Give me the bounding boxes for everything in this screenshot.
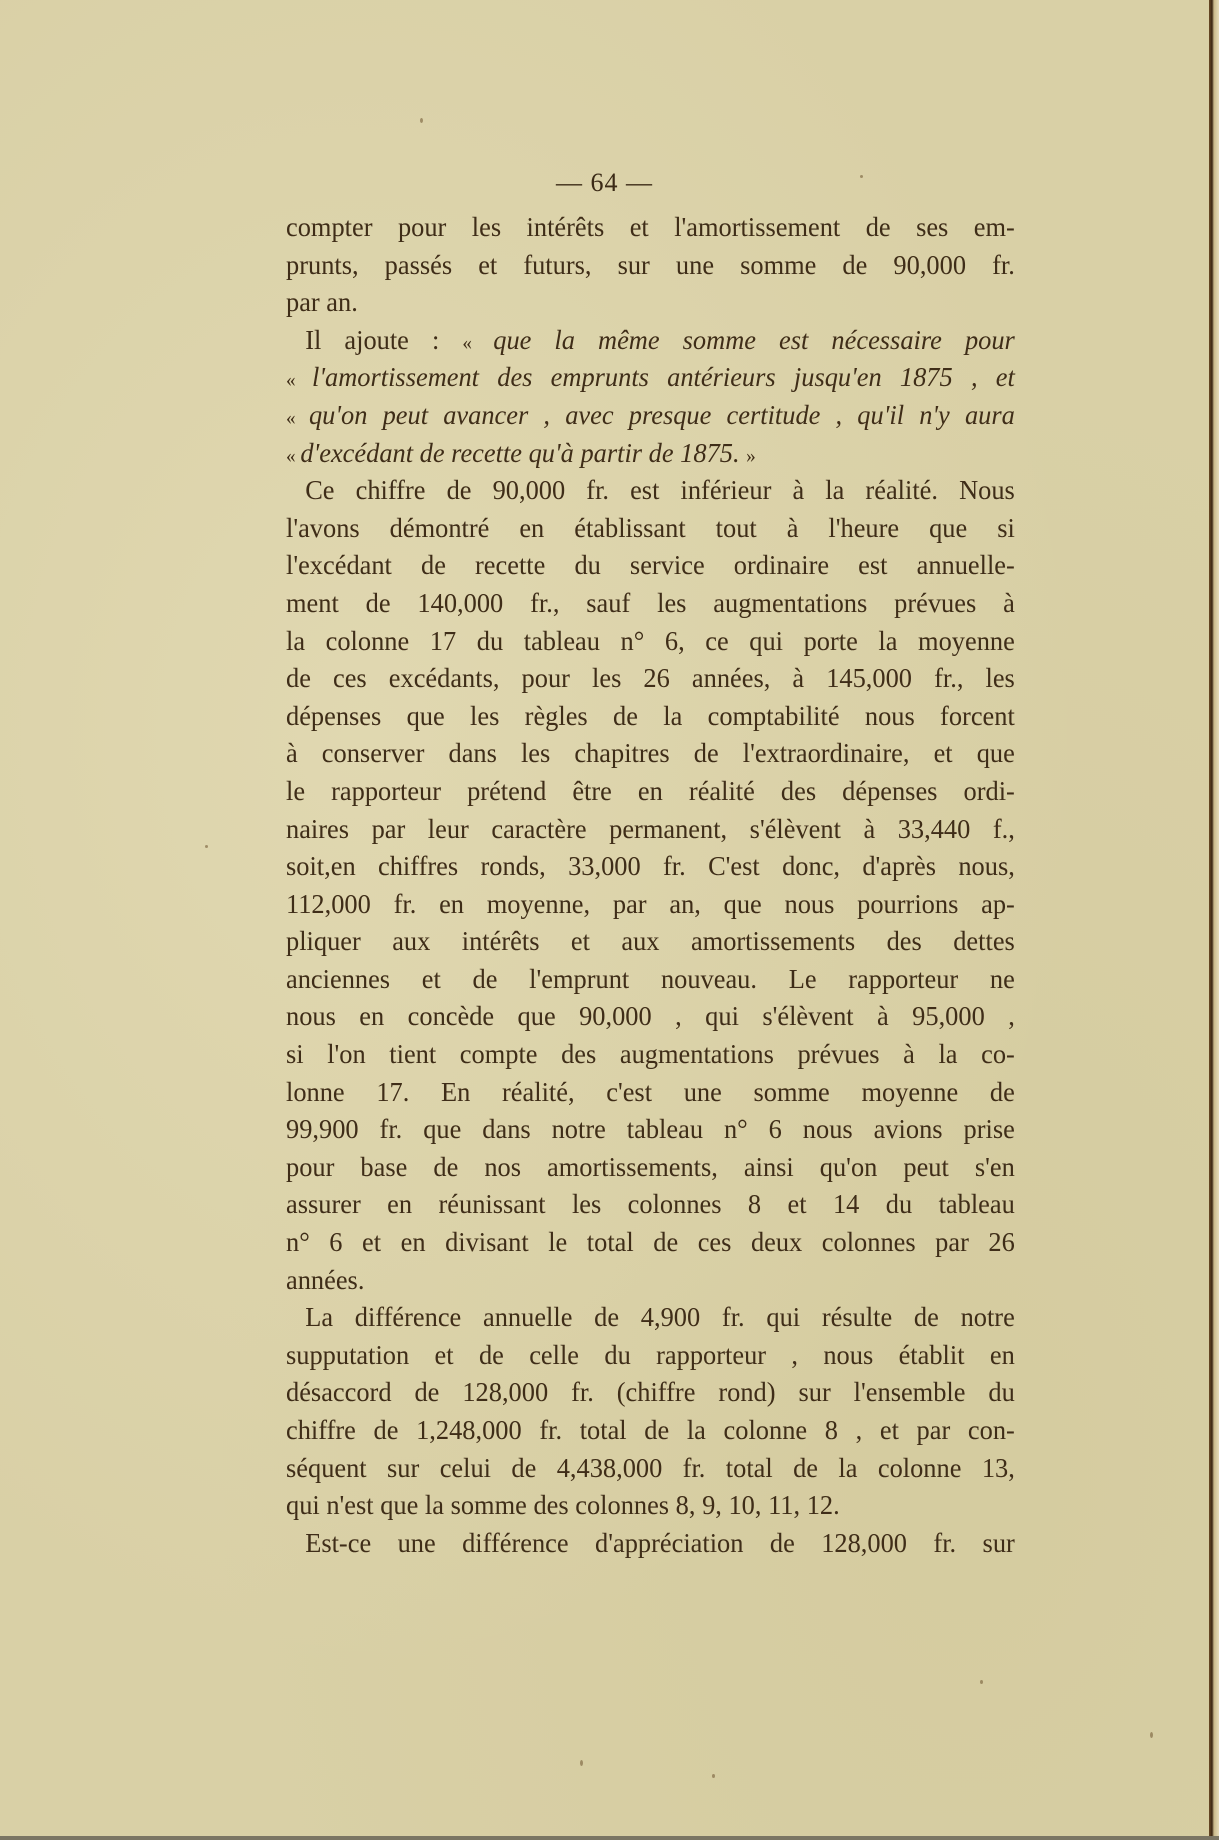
text-line [286,1373,1015,1411]
line-text: pour base de nos amortissements, ainsi qu'on peut s'en [286,1150,1015,1182]
line-text: par an. [286,286,358,318]
quote-line [286,358,1015,396]
quote-text: que la même somme est nécessaire pour [493,323,1015,355]
paper-speck [580,1760,583,1766]
quote-line [286,396,1015,434]
text-line [286,1411,1015,1449]
line-text: 99,900 fr. que dans notre tableau n° 6 nous avions prise [286,1113,1015,1145]
line-text: n° 6 et en divisant le total de ces deux colonnes par 26 [286,1226,1015,1258]
text-line [286,997,1015,1035]
text-line [286,734,1015,772]
book-spine-edge [1209,0,1219,1840]
text-line [286,471,1015,509]
text-line [286,847,1015,885]
text-line [286,772,1015,810]
text-line [286,885,1015,923]
text-line [286,1486,1015,1524]
line-text: compter pour les intérêts et l'amortissement de ses em- [286,211,1015,242]
paper-speck [1150,1732,1153,1738]
paper-speck [860,175,863,178]
text-line [286,960,1015,998]
line-text: l'excédant de recette du service ordinaire est annuelle- [286,549,1015,581]
line-text: soit,en chiffres ronds, 33,000 fr. C'est donc, d'après nous, [286,850,1015,882]
line-text: naires par leur caractère permanent, s'élèvent à 33,440 f., [286,812,1015,844]
text-line [286,922,1015,960]
text-line [286,1110,1015,1148]
open-guillemet: « [286,444,301,467]
line-text: de ces excédants, pour les 26 années, à 145,000 fr., les [286,662,1015,694]
text-line [286,697,1015,735]
line-text: à conserver dans les chapitres de l'extraordinaire, et que [286,737,1015,769]
text-line [286,509,1015,547]
line-text: la colonne 17 du tableau n° 6, ce qui porte la moyenne [286,624,1015,656]
line-text: séquent sur celui de 4,438,000 fr. total de la colonne 13, [286,1451,1015,1483]
line-text: ment de 140,000 fr., sauf les augmentations prévues à [286,586,1015,618]
quote-intro-line [286,321,1015,359]
paper-speck [205,845,208,848]
line-text: pliquer aux intérêts et aux amortissements des dettes [286,925,1015,957]
open-guillemet: « [286,406,309,429]
line-text: l'avons démontré en établissant tout à l'heure que si [286,511,1015,543]
text-line [286,1298,1015,1336]
body-text [286,208,1016,1561]
line-lead: Il ajoute : [305,323,463,355]
open-guillemet: « [286,369,313,392]
text-line [286,584,1015,622]
line-text: Est-ce une différence d'appréciation de 128,000 fr. sur [305,1526,1015,1558]
line-text: prunts, passés et futurs, sur une somme de 90,000 fr. [286,248,1015,280]
paper-speck [420,118,423,123]
text-line [286,1185,1015,1223]
text-line [286,546,1015,584]
quote-line [286,434,1015,472]
line-text: le rapporteur prétend être en réalité des dépenses ordi- [286,774,1015,806]
text-line [286,246,1015,284]
page-number: — 64 — [556,168,653,197]
line-text: La différence annuelle de 4,900 fr. qui résulte de notre [305,1301,1015,1333]
paper-speck [980,1680,983,1684]
quote-text: l'amortissement des emprunts antérieurs jusqu'en 1875 , et [312,361,1015,393]
text-line [286,1449,1015,1487]
line-text: nous en concède que 90,000 , qui s'élèvent à 95,000 , [286,1000,1015,1032]
text-line [286,1148,1015,1186]
line-text: dépenses que les règles de la comptabilité nous forcent [286,699,1015,731]
text-line [286,1035,1015,1073]
text-line [286,1336,1015,1374]
text-line [286,810,1015,848]
line-text: chiffre de 1,248,000 fr. total de la colonne 8 , et par con- [286,1414,1015,1445]
close-guillemet: » [746,444,756,467]
line-text: années. [286,1263,365,1295]
line-text: si l'on tient compte des augmentations prévues à la co- [286,1038,1015,1070]
line-text: assurer en réunissant les colonnes 8 et 14 du tableau [286,1188,1015,1220]
quote-text: qu'on peut avancer , avec presque certitude , qu'il n'y aura [308,398,1015,430]
text-line [286,1223,1015,1261]
page-bottom-edge [0,1836,1219,1840]
open-guillemet: « [462,331,494,354]
line-text: anciennes et de l'emprunt nouveau. Le rapporteur ne [286,962,1015,994]
text-line [286,659,1015,697]
text-line [286,1073,1015,1111]
line-text: qui n'est que la somme des colonnes 8, 9, 10, 11, 12. [286,1489,840,1521]
text-line [286,208,1015,246]
line-text: désaccord de 128,000 fr. (chiffre rond) sur l'ensemble du [286,1376,1015,1408]
line-text: supputation et de celle du rapporteur , nous établit en [286,1338,1015,1370]
paper-speck [712,1774,715,1778]
text-line [286,622,1015,660]
line-text: lonne 17. En réalité, c'est une somme moyenne de [286,1075,1015,1107]
text-line [286,1261,1015,1299]
text-line [286,1524,1015,1562]
line-text: 112,000 fr. en moyenne, par an, que nous pourrions ap- [286,887,1015,919]
line-text: Ce chiffre de 90,000 fr. est inférieur à la réalité. Nous [305,474,1015,506]
text-line [286,283,1015,321]
quote-text: d'excédant de recette qu'à partir de 1875. [300,436,747,468]
